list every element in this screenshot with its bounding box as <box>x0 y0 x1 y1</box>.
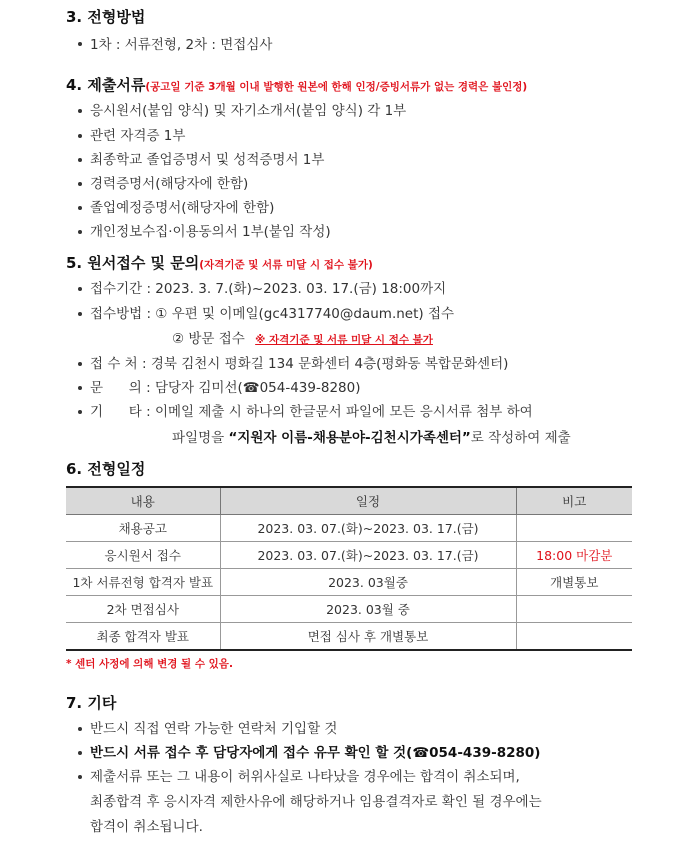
cell-remarks <box>516 515 632 542</box>
s5-etc-2 <box>172 426 571 446</box>
section-6-title: 6. 전형일정 <box>66 460 146 478</box>
cell-content: 응시원서 접수 <box>66 542 220 569</box>
bullet <box>78 727 82 731</box>
bullet <box>78 751 82 755</box>
bullet <box>78 410 82 414</box>
section-4-heading <box>66 74 527 95</box>
section-3-title: 3. 전형방법 <box>66 8 146 26</box>
s7-item-3-line-3: 합격이 취소됩니다. <box>90 819 203 835</box>
bullet <box>78 386 82 390</box>
s4-item-4: 경력증명서(해당자에 한함) <box>90 176 249 192</box>
s4-item-3: 최종학교 졸업증명서 및 성적증명서 1부 <box>90 152 325 168</box>
cell-content: 1차 서류전형 합격자 발표 <box>66 569 220 596</box>
header-schedule: 일정 <box>220 487 516 515</box>
header-remarks: 비고 <box>516 487 632 515</box>
section-7-title: 7. 기타 <box>66 694 117 712</box>
s7-item-3-line-1: 제출서류 또는 그 내용이 허위사실로 나타났을 경우에는 합격이 취소되며, <box>90 769 520 785</box>
s4-item-5: 졸업예정증명서(해당자에 한함) <box>90 200 275 216</box>
cell-content: 2차 면접심사 <box>66 596 220 623</box>
s5-method-1: 접수방법 : ① 우편 및 이메일(gc4317740@daum.net) 접수 <box>90 306 455 322</box>
s5-place: 접 수 처 : 경북 김천시 평화길 134 문화센터 4층(평화동 복합문화센터) <box>90 356 509 372</box>
bullet <box>78 312 82 316</box>
s4-item-6: 개인정보수집·이용동의서 1부(붙임 작성) <box>90 224 331 240</box>
s7-item-2: 반드시 서류 접수 후 담당자에게 접수 유무 확인 할 것(☎054-439-8280) <box>90 745 541 761</box>
s5-method-2-note: ※ 자격기준 및 서류 미달 시 접수 불가 <box>255 334 433 346</box>
s5-method-2 <box>172 327 433 347</box>
section-5-title: 5. 원서접수 및 문의 <box>66 254 200 272</box>
cell-schedule: 2023. 03. 07.(화)~2023. 03. 17.(금) <box>220 542 516 569</box>
bullet <box>78 158 82 162</box>
table-header-row <box>66 487 632 515</box>
cell-content: 채용공고 <box>66 515 220 542</box>
cell-schedule: 2023. 03. 07.(화)~2023. 03. 17.(금) <box>220 515 516 542</box>
cell-remarks: 개별통보 <box>516 569 632 596</box>
s5-etc-2-post: 로 작성하여 제출 <box>470 430 571 446</box>
cell-schedule: 면접 심사 후 개별통보 <box>220 623 516 651</box>
bullet <box>78 362 82 366</box>
bullet <box>78 182 82 186</box>
bullet <box>78 109 82 113</box>
bullet <box>78 206 82 210</box>
schedule-note: * 센터 사정에 의해 변경 될 수 있음. <box>66 658 233 670</box>
schedule-table <box>66 486 632 651</box>
table-row <box>66 542 632 569</box>
cell-schedule: 2023. 03월중 <box>220 569 516 596</box>
cell-remarks <box>516 623 632 651</box>
bullet <box>78 230 82 234</box>
section-5-heading <box>66 252 373 273</box>
s5-etc-2-pre: 파일명을 <box>172 430 229 446</box>
s5-period: 접수기간 : 2023. 3. 7.(화)~2023. 03. 17.(금) 18:00까지 <box>90 281 447 297</box>
bullet <box>78 42 82 46</box>
s4-item-1: 응시원서(붙임 양식) 및 자기소개서(붙임 양식) 각 1부 <box>90 103 407 119</box>
section-5-note: (자격기준 및 서류 미달 시 접수 불가) <box>199 259 373 271</box>
s5-method-2-label: ② 방문 접수 <box>172 331 245 347</box>
header-content: 내용 <box>66 487 220 515</box>
bullet <box>78 287 82 291</box>
table-row <box>66 569 632 596</box>
s7-item-1: 반드시 직접 연락 가능한 연락처 기입할 것 <box>90 721 338 737</box>
section-4-title: 4. 제출서류 <box>66 76 146 94</box>
section-4-note: (공고일 기준 3개월 이내 발행한 원본에 한해 인정/증빙서류가 없는 경력은 불인정) <box>145 81 528 93</box>
table-row <box>66 623 632 651</box>
s7-item-3-line-2: 최종합격 후 응시자격 제한사유에 해당하거나 임용결격자로 확인 될 경우에는 <box>90 794 542 810</box>
cell-schedule: 2023. 03월 중 <box>220 596 516 623</box>
s5-etc-2-filename: “지원자 이름-채용분야-김천시가족센터” <box>228 430 471 446</box>
s3-item-1: 1차 : 서류전형, 2차 : 면접심사 <box>90 37 273 53</box>
bullet <box>78 134 82 138</box>
s5-contact: 문 의 : 담당자 김미선(☎054-439-8280) <box>90 380 361 396</box>
table-row <box>66 515 632 542</box>
cell-remarks <box>516 596 632 623</box>
table-row <box>66 596 632 623</box>
bullet <box>78 775 82 779</box>
s5-etc-1: 기 타 : 이메일 제출 시 하나의 한글문서 파일에 모든 응시서류 첨부 하여 <box>90 404 533 420</box>
cell-remarks: 18:00 마감분 <box>516 542 632 569</box>
s4-item-2: 관련 자격증 1부 <box>90 128 186 144</box>
cell-content: 최종 합격자 발표 <box>66 623 220 651</box>
